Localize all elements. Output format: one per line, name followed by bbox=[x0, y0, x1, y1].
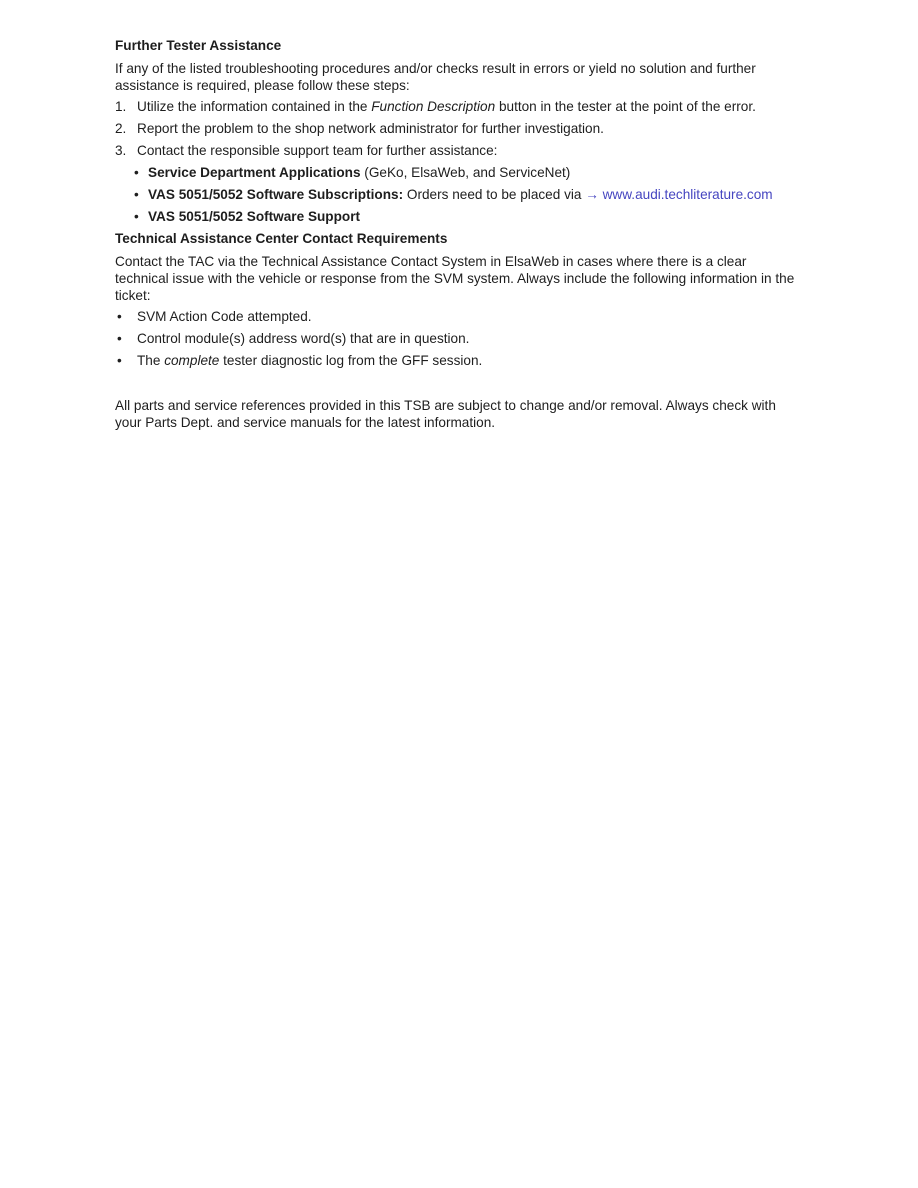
item-number: 1. bbox=[115, 99, 127, 114]
text-segment: (GeKo, ElsaWeb, and ServiceNet) bbox=[360, 165, 571, 180]
numbered-item bbox=[115, 142, 815, 159]
text-segment: Report the problem to the shop network administrator for further investigation. bbox=[137, 121, 604, 136]
numbered-item bbox=[115, 98, 815, 115]
bullet-item bbox=[115, 164, 815, 181]
text-segment: The bbox=[137, 353, 165, 368]
bullet-item bbox=[115, 186, 815, 203]
item-text bbox=[137, 331, 469, 346]
text-segment: Function Description bbox=[371, 99, 496, 114]
item-text bbox=[137, 121, 604, 136]
tac-contact-intro bbox=[115, 253, 815, 304]
text-segment: complete bbox=[164, 353, 220, 368]
document-content bbox=[115, 0, 815, 435]
tsb-disclaimer bbox=[115, 397, 815, 431]
bullet-icon: • bbox=[117, 309, 122, 324]
text-segment: tester diagnostic log from the GFF session. bbox=[219, 353, 483, 368]
item-text bbox=[148, 187, 773, 202]
text-segment: SVM Action Code attempted. bbox=[137, 309, 312, 324]
text-line: Contact the TAC via the Technical Assistance Contact System in ElsaWeb in cases where there is a clear bbox=[115, 254, 747, 269]
further-tester-assistance-heading: Further Tester Assistance bbox=[115, 38, 282, 53]
text-line: ticket: bbox=[115, 288, 151, 303]
item-number: 3. bbox=[115, 143, 127, 158]
tac-contact-requirements-heading: Technical Assistance Center Contact Requirements bbox=[115, 231, 448, 246]
numbered-item bbox=[115, 120, 815, 137]
text-segment: Contact the responsible support team for further assistance: bbox=[137, 143, 498, 158]
item-text bbox=[137, 309, 312, 324]
text-segment: VAS 5051/5052 Software Support bbox=[148, 209, 361, 224]
text-segment: Control module(s) address word(s) that are in question. bbox=[137, 331, 470, 346]
further-assistance-intro bbox=[115, 60, 815, 94]
text-line: your Parts Dept. and service manuals for the latest information. bbox=[115, 415, 496, 430]
bullet-icon: • bbox=[134, 165, 139, 180]
bullet-item bbox=[115, 352, 815, 369]
text-line: All parts and service references provided in this TSB are subject to change and/or removal. Always check with bbox=[115, 398, 776, 413]
techliterature-link[interactable]: → www.audi.techliterature.com bbox=[585, 187, 773, 202]
text-segment: Orders need to be placed via bbox=[403, 187, 586, 202]
bullet-item bbox=[115, 208, 815, 225]
text-segment: Utilize the information contained in the bbox=[137, 99, 372, 114]
text-segment: VAS 5051/5052 Software Subscriptions: bbox=[148, 187, 404, 202]
bullet-icon: • bbox=[134, 187, 139, 202]
item-text bbox=[137, 99, 756, 114]
item-text bbox=[137, 143, 497, 158]
bullet-icon: • bbox=[134, 209, 139, 224]
text-line: If any of the listed troubleshooting procedures and/or checks result in errors or yield no solution and further bbox=[115, 61, 756, 76]
item-text bbox=[148, 165, 570, 180]
bullet-icon: • bbox=[117, 353, 122, 368]
text-segment: Service Department Applications bbox=[148, 165, 361, 180]
bullet-item bbox=[115, 330, 815, 347]
item-number: 2. bbox=[115, 121, 127, 136]
item-text bbox=[148, 209, 360, 224]
item-text bbox=[137, 353, 482, 368]
bullet-item bbox=[115, 308, 815, 325]
text-line: technical issue with the vehicle or response from the SVM system. Always include the following information in the bbox=[115, 271, 795, 286]
text-segment: button in the tester at the point of the error. bbox=[495, 99, 756, 114]
text-line: assistance is required, please follow these steps: bbox=[115, 78, 410, 93]
bullet-icon: • bbox=[117, 331, 122, 346]
